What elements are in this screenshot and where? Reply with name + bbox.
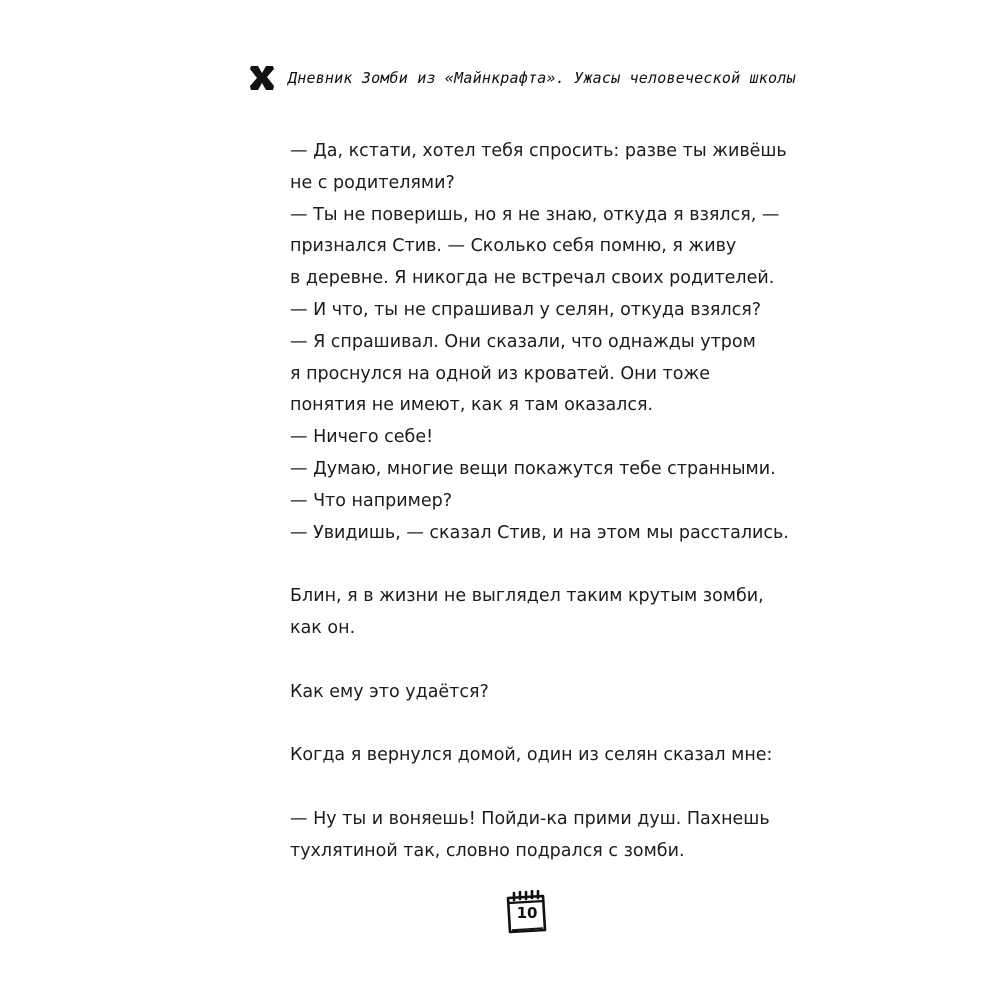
- text-line: — Думаю, многие вещи покажутся тебе странными.: [290, 458, 776, 479]
- book-title: Дневник Зомби из «Майнкрафта». Ужасы человеческой школы: [288, 69, 796, 87]
- text-line: — Увидишь, — сказал Стив, и на этом мы расстались.: [290, 522, 789, 543]
- text-line: — Что например?: [290, 490, 452, 511]
- text-line: признался Стив. — Сколько себя помню, я живу: [290, 236, 737, 257]
- paragraph: [290, 136, 790, 549]
- text-line: Как ему это удаётся?: [290, 681, 489, 702]
- text-line: — Ну ты и воняешь! Пойди-ка прими душ. Пахнешь: [290, 808, 770, 829]
- paragraph-gap: [290, 549, 790, 581]
- text-line: не с родителями?: [290, 172, 455, 193]
- text-line: — Да, кстати, хотел тебя спросить: разве ты живёшь: [290, 141, 787, 161]
- text-line: — Ничего себе!: [290, 427, 434, 448]
- paragraph: [290, 581, 790, 645]
- cross-icon: [248, 64, 276, 92]
- paragraph: [290, 677, 790, 709]
- text-line: понятия не имеют, как я там оказался.: [290, 395, 654, 416]
- text-line: в деревне. Я никогда не встречал своих родителей.: [290, 268, 775, 289]
- text-line: — И что, ты не спрашивал у селян, откуда взялся?: [290, 299, 762, 320]
- text-line: тухлятиной так, словно подрался с зомби.: [290, 840, 685, 861]
- page-body: [290, 136, 790, 867]
- text-line: как он.: [290, 617, 356, 638]
- paragraph-gap: [290, 708, 790, 740]
- paragraph: [290, 740, 790, 772]
- text-line: — Я спрашивал. Они сказали, что однажды утром: [290, 331, 756, 352]
- paragraph-gap: [290, 772, 790, 804]
- text-line: я проснулся на одной из кроватей. Они тоже: [290, 363, 710, 384]
- page-number: 10: [516, 904, 538, 922]
- text-line: — Ты не поверишь, но я не знаю, откуда я взялся, —: [290, 204, 780, 225]
- text-line: Блин, я в жизни не выглядел таким крутым зомби,: [290, 586, 764, 607]
- paragraph-gap: [290, 645, 790, 677]
- running-header: [248, 58, 796, 98]
- text-line: Когда я вернулся домой, один из селян сказал мне:: [290, 745, 773, 766]
- paragraph: [290, 804, 790, 868]
- page-number-badge: [504, 890, 548, 936]
